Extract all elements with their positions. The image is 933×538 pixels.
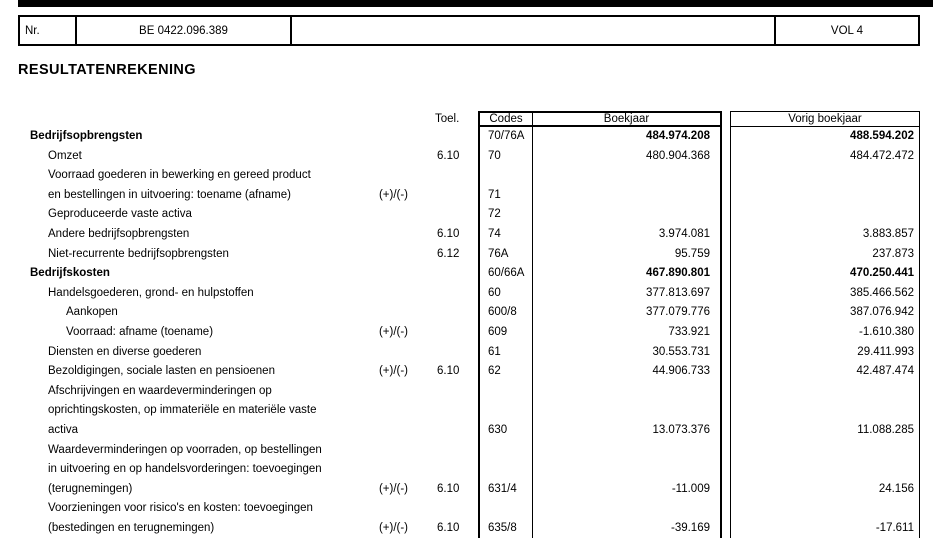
row-vorig-boekjaar-value: 42.487.474 (730, 362, 920, 382)
page-top-rule (18, 0, 933, 7)
row-code: 70/76A (478, 127, 533, 147)
row-vorig-boekjaar-value: 24.156 (730, 441, 920, 500)
row-sign-indicator: (+)/(-) (378, 325, 408, 338)
row-sign-indicator (368, 245, 408, 265)
row-toel-ref: 6.10 (437, 482, 460, 495)
row-code: 70 (478, 147, 533, 167)
row-vorig-boekjaar-value: 484.472.472 (730, 147, 920, 167)
row-boekjaar-value: 3.974.081 (533, 225, 722, 245)
row-boekjaar-value: -39.169 (533, 499, 722, 538)
table-row (18, 225, 920, 245)
row-boekjaar-value: -11.009 (533, 441, 722, 500)
table-row (18, 264, 920, 284)
table-row (18, 245, 920, 265)
row-vorig-boekjaar-value (730, 166, 920, 205)
enterprise-number: BE 0422.096.389 (77, 17, 292, 44)
row-label: Voorraad goederen in bewerking en gereed product en bestellingen in uitvoering: toename (afname) (48, 169, 311, 201)
row-boekjaar-value: 44.906.733 (533, 362, 722, 382)
row-label: Niet-recurrente bedrijfsopbrengsten (48, 247, 229, 260)
row-sign-indicator (368, 147, 408, 167)
row-code: 62 (478, 362, 533, 382)
row-toel-ref (408, 343, 478, 363)
row-boekjaar-value: 95.759 (533, 245, 722, 265)
row-toel-ref (408, 284, 478, 304)
row-column-gap (722, 362, 730, 382)
table-row (18, 382, 920, 441)
row-toel-ref: 6.10 (437, 227, 460, 240)
row-vorig-boekjaar-value: 3.883.857 (730, 225, 920, 245)
row-column-gap (722, 225, 730, 245)
row-vorig-boekjaar-value: 387.076.942 (730, 303, 920, 323)
row-sign-indicator (368, 225, 408, 245)
row-vorig-boekjaar-value: 11.088.285 (730, 382, 920, 441)
row-label: Diensten en diverse goederen (48, 345, 202, 358)
row-boekjaar-value (533, 205, 722, 225)
row-vorig-boekjaar-value (730, 205, 920, 225)
row-vorig-boekjaar-value: -17.611 (730, 499, 920, 538)
row-code: 61 (478, 343, 533, 363)
row-label: Aankopen (66, 306, 118, 319)
row-column-gap (722, 127, 730, 147)
header-spacer-label (18, 111, 368, 127)
table-row (18, 362, 920, 382)
row-label: Bedrijfsopbrengsten (30, 130, 143, 142)
row-column-gap (722, 343, 730, 363)
row-toel-ref (408, 264, 478, 284)
row-label: Bedrijfskosten (30, 267, 110, 280)
row-sign-indicator (368, 343, 408, 363)
row-label: Bezoldigingen, sociale lasten en pensioenen (48, 365, 275, 378)
row-sign-indicator (368, 382, 408, 441)
page-title: RESULTATENREKENING (18, 62, 196, 78)
col-header-boekjaar: Boekjaar (533, 111, 722, 127)
row-sign-indicator (368, 264, 408, 284)
header-spacer-sign (368, 111, 408, 127)
row-label: Voorraad: afname (toename) (66, 325, 214, 338)
row-label: Waardeverminderingen op voorraden, op bestellingen in uitvoering en op handelsvorderingen: toevoegingen (terugnemingen) (48, 443, 322, 495)
income-statement-table (18, 111, 920, 538)
table-row (18, 441, 920, 500)
nr-label: Nr. (20, 17, 77, 44)
row-toel-ref (408, 303, 478, 323)
row-sign-indicator: (+)/(-) (378, 482, 408, 495)
row-boekjaar-value: 377.079.776 (533, 303, 722, 323)
row-toel-ref (408, 323, 478, 343)
row-code: 60 (478, 284, 533, 304)
row-column-gap (722, 382, 730, 441)
id-box-empty-cell (292, 17, 774, 44)
table-row (18, 343, 920, 363)
row-code: 609 (478, 323, 533, 343)
row-sign-indicator (368, 127, 408, 147)
table-row (18, 323, 920, 343)
table-row (18, 499, 920, 538)
row-vorig-boekjaar-value: -1.610.380 (730, 323, 920, 343)
row-toel-ref: 6.12 (437, 247, 460, 260)
row-code: 635/8 (478, 499, 533, 538)
row-vorig-boekjaar-value: 237.873 (730, 245, 920, 265)
row-column-gap (722, 245, 730, 265)
row-sign-indicator: (+)/(-) (378, 365, 408, 378)
row-sign-indicator (368, 303, 408, 323)
row-label: Handelsgoederen, grond- en hulpstoffen (48, 286, 254, 299)
row-sign-indicator (368, 284, 408, 304)
row-sign-indicator: (+)/(-) (378, 521, 408, 534)
row-column-gap (722, 284, 730, 304)
row-toel-ref (408, 127, 478, 147)
row-toel-ref (408, 205, 478, 225)
row-sign-indicator (368, 205, 408, 225)
row-column-gap (722, 166, 730, 205)
table-row (18, 147, 920, 167)
row-code: 72 (478, 205, 533, 225)
row-code: 60/66A (478, 264, 533, 284)
row-column-gap (722, 264, 730, 284)
row-code: 76A (478, 245, 533, 265)
row-column-gap (722, 499, 730, 538)
row-code: 600/8 (478, 303, 533, 323)
table-row (18, 284, 920, 304)
row-toel-ref: 6.10 (437, 149, 460, 162)
row-boekjaar-value: 733.921 (533, 323, 722, 343)
document-id-box (18, 15, 920, 46)
table-row (18, 205, 920, 225)
row-boekjaar-value: 480.904.368 (533, 147, 722, 167)
table-row (18, 166, 920, 205)
row-sign-indicator: (+)/(-) (378, 188, 408, 201)
row-column-gap (722, 147, 730, 167)
row-vorig-boekjaar-value: 29.411.993 (730, 343, 920, 363)
row-label: Voorzieningen voor risico's en kosten: toevoegingen (bestedingen en terugnemingen) (48, 502, 313, 534)
row-column-gap (722, 303, 730, 323)
row-vorig-boekjaar-value: 488.594.202 (730, 127, 920, 147)
row-column-gap (722, 441, 730, 500)
header-column-gap (722, 111, 730, 127)
row-label: Afschrijvingen en waardeverminderingen op oprichtingskosten, op immateriële en materiële vaste activa (48, 384, 317, 436)
row-code: 631/4 (478, 441, 533, 500)
row-toel-ref (408, 166, 478, 205)
table-row (18, 303, 920, 323)
row-toel-ref (408, 382, 478, 441)
row-column-gap (722, 205, 730, 225)
col-header-codes: Codes (478, 111, 533, 127)
row-boekjaar-value: 467.890.801 (533, 264, 722, 284)
row-code: 630 (478, 382, 533, 441)
row-column-gap (722, 323, 730, 343)
row-toel-ref: 6.10 (437, 521, 460, 534)
col-header-toel: Toel. (435, 113, 460, 125)
row-boekjaar-value: 13.073.376 (533, 382, 722, 441)
row-label: Geproduceerde vaste activa (48, 208, 192, 221)
row-boekjaar-value: 30.553.731 (533, 343, 722, 363)
row-vorig-boekjaar-value: 470.250.441 (730, 264, 920, 284)
row-boekjaar-value (533, 166, 722, 205)
table-body (18, 127, 920, 538)
row-code: 74 (478, 225, 533, 245)
row-code: 71 (478, 166, 533, 205)
row-boekjaar-value: 377.813.697 (533, 284, 722, 304)
row-vorig-boekjaar-value: 385.466.562 (730, 284, 920, 304)
row-toel-ref: 6.10 (437, 365, 460, 378)
vol-badge: VOL 4 (774, 17, 918, 44)
table-row (18, 127, 920, 147)
row-boekjaar-value: 484.974.208 (533, 127, 722, 147)
col-header-vorig-boekjaar: Vorig boekjaar (730, 111, 920, 127)
row-label: Andere bedrijfsopbrengsten (48, 227, 190, 240)
table-header-row (18, 111, 920, 127)
row-label: Omzet (48, 149, 82, 162)
